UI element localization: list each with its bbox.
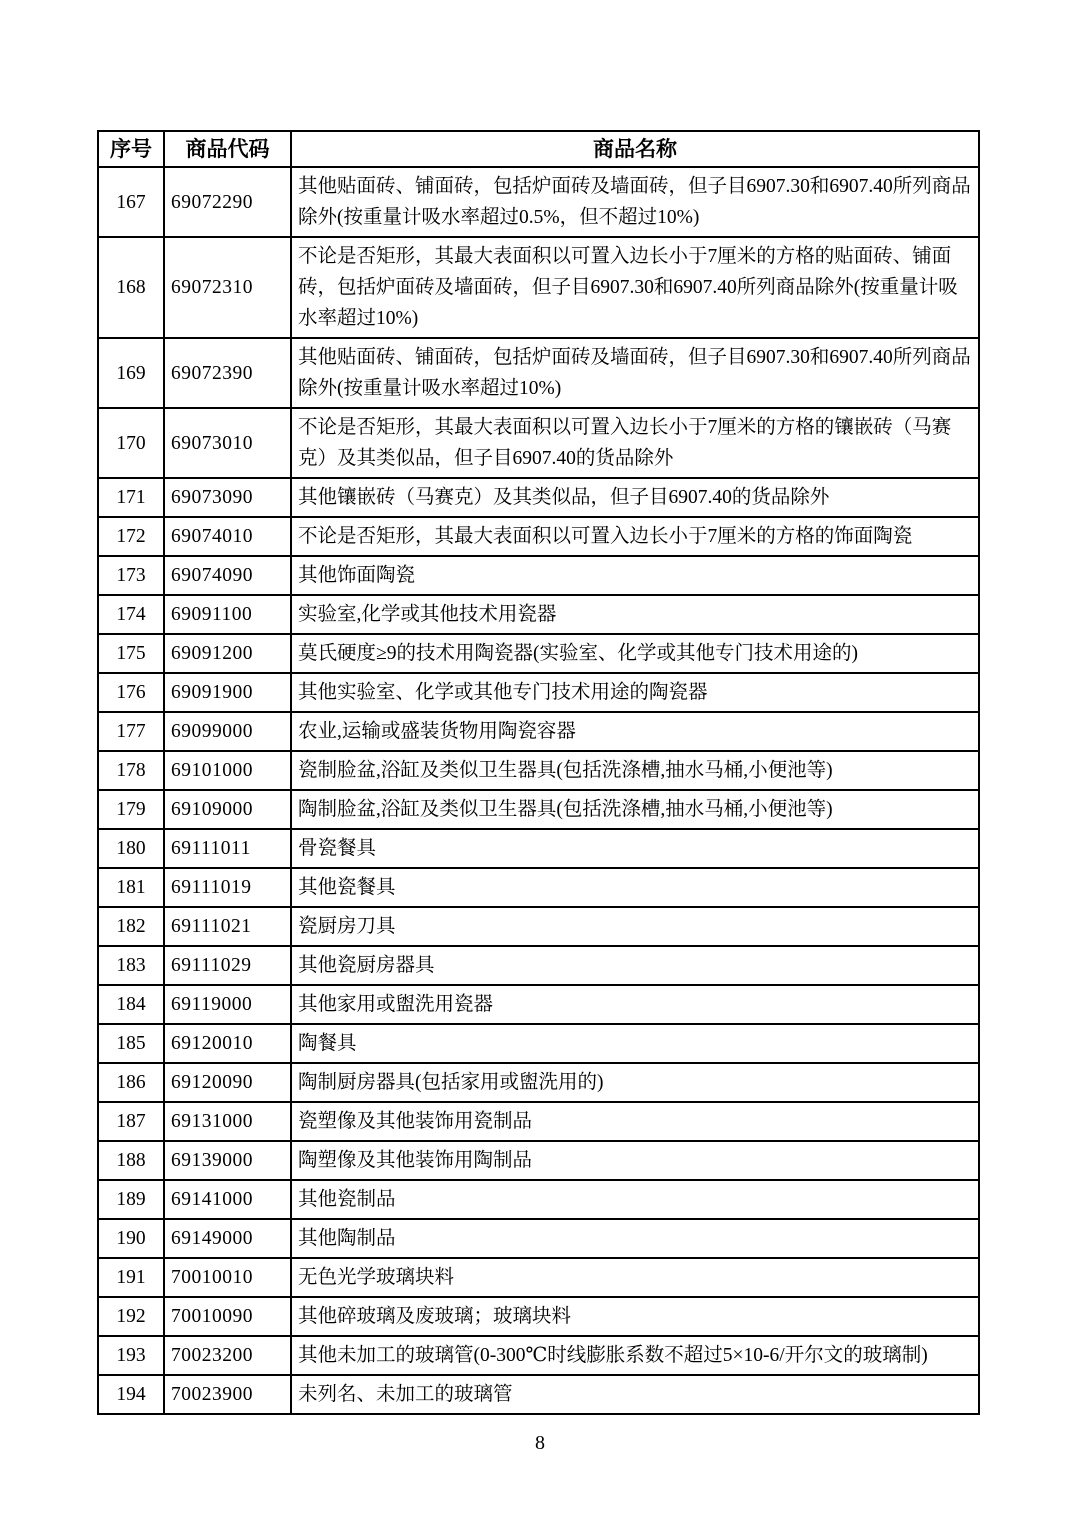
cell-seq: 191 <box>98 1258 164 1297</box>
table-body <box>98 167 979 1414</box>
cell-code: 69131000 <box>164 1102 291 1141</box>
table-row <box>98 237 979 338</box>
cell-code: 69072310 <box>164 237 291 338</box>
table-row <box>98 985 979 1024</box>
table-row <box>98 1336 979 1375</box>
column-header-code: 商品代码 <box>164 131 291 167</box>
table-row <box>98 1297 979 1336</box>
cell-seq: 178 <box>98 751 164 790</box>
table-header <box>98 131 979 167</box>
cell-seq: 185 <box>98 1024 164 1063</box>
cell-code: 69111029 <box>164 946 291 985</box>
cell-seq: 181 <box>98 868 164 907</box>
cell-code: 69073090 <box>164 478 291 517</box>
cell-name: 陶制厨房器具(包括家用或盥洗用的) <box>291 1063 979 1102</box>
table-row <box>98 1258 979 1297</box>
cell-name: 不论是否矩形，其最大表面积以可置入边长小于7厘米的方格的饰面陶瓷 <box>291 517 979 556</box>
cell-name: 其他镶嵌砖（马赛克）及其类似品，但子目6907.40的货品除外 <box>291 478 979 517</box>
cell-seq: 167 <box>98 167 164 237</box>
commodity-table <box>97 130 980 1415</box>
cell-code: 69101000 <box>164 751 291 790</box>
cell-name: 瓷厨房刀具 <box>291 907 979 946</box>
table-row <box>98 1180 979 1219</box>
table-row <box>98 338 979 408</box>
cell-seq: 187 <box>98 1102 164 1141</box>
table-row <box>98 907 979 946</box>
column-header-seq: 序号 <box>98 131 164 167</box>
cell-seq: 171 <box>98 478 164 517</box>
table-row <box>98 829 979 868</box>
cell-seq: 179 <box>98 790 164 829</box>
cell-seq: 194 <box>98 1375 164 1414</box>
cell-name: 莫氏硬度≥9的技术用陶瓷器(实验室、化学或其他专门技术用途的) <box>291 634 979 673</box>
table-row <box>98 1024 979 1063</box>
cell-name: 陶塑像及其他装饰用陶制品 <box>291 1141 979 1180</box>
cell-code: 69139000 <box>164 1141 291 1180</box>
table-row <box>98 595 979 634</box>
cell-code: 69074010 <box>164 517 291 556</box>
column-header-name: 商品名称 <box>291 131 979 167</box>
cell-seq: 177 <box>98 712 164 751</box>
cell-seq: 174 <box>98 595 164 634</box>
table-row <box>98 790 979 829</box>
cell-code: 69091900 <box>164 673 291 712</box>
cell-name: 无色光学玻璃块料 <box>291 1258 979 1297</box>
cell-name: 陶制脸盆,浴缸及类似卫生器具(包括洗涤槽,抽水马桶,小便池等) <box>291 790 979 829</box>
cell-name: 瓷制脸盆,浴缸及类似卫生器具(包括洗涤槽,抽水马桶,小便池等) <box>291 751 979 790</box>
cell-seq: 169 <box>98 338 164 408</box>
cell-seq: 175 <box>98 634 164 673</box>
cell-name: 其他陶制品 <box>291 1219 979 1258</box>
cell-name: 其他贴面砖、铺面砖，包括炉面砖及墙面砖，但子目6907.30和6907.40所列商品除外(按重量计吸水率超过0.5%，但不超过10%) <box>291 167 979 237</box>
cell-seq: 170 <box>98 408 164 478</box>
table-row <box>98 1102 979 1141</box>
cell-code: 69111011 <box>164 829 291 868</box>
cell-name: 实验室,化学或其他技术用瓷器 <box>291 595 979 634</box>
cell-name: 其他瓷厨房器具 <box>291 946 979 985</box>
table-row <box>98 408 979 478</box>
cell-code: 69111021 <box>164 907 291 946</box>
cell-name: 其他瓷餐具 <box>291 868 979 907</box>
cell-seq: 188 <box>98 1141 164 1180</box>
cell-code: 69141000 <box>164 1180 291 1219</box>
table-row <box>98 946 979 985</box>
cell-code: 69074090 <box>164 556 291 595</box>
cell-name: 其他饰面陶瓷 <box>291 556 979 595</box>
cell-code: 69120090 <box>164 1063 291 1102</box>
cell-seq: 186 <box>98 1063 164 1102</box>
table-row <box>98 167 979 237</box>
cell-code: 69120010 <box>164 1024 291 1063</box>
cell-code: 69119000 <box>164 985 291 1024</box>
cell-name: 未列名、未加工的玻璃管 <box>291 1375 979 1414</box>
cell-seq: 182 <box>98 907 164 946</box>
cell-seq: 190 <box>98 1219 164 1258</box>
cell-code: 69072390 <box>164 338 291 408</box>
table-row <box>98 478 979 517</box>
cell-code: 69072290 <box>164 167 291 237</box>
table-row <box>98 868 979 907</box>
cell-name: 农业,运输或盛装货物用陶瓷容器 <box>291 712 979 751</box>
cell-seq: 193 <box>98 1336 164 1375</box>
cell-code: 70010010 <box>164 1258 291 1297</box>
cell-seq: 168 <box>98 237 164 338</box>
cell-code: 69099000 <box>164 712 291 751</box>
cell-name: 骨瓷餐具 <box>291 829 979 868</box>
table-row <box>98 712 979 751</box>
table-row <box>98 1375 979 1414</box>
cell-seq: 192 <box>98 1297 164 1336</box>
cell-name: 其他未加工的玻璃管(0-300℃时线膨胀系数不超过5×10-6/开尔文的玻璃制) <box>291 1336 979 1375</box>
cell-code: 69091200 <box>164 634 291 673</box>
table-row <box>98 673 979 712</box>
table-row <box>98 556 979 595</box>
cell-name: 其他家用或盥洗用瓷器 <box>291 985 979 1024</box>
cell-code: 69111019 <box>164 868 291 907</box>
table-row <box>98 751 979 790</box>
cell-seq: 189 <box>98 1180 164 1219</box>
cell-code: 69149000 <box>164 1219 291 1258</box>
cell-code: 69109000 <box>164 790 291 829</box>
cell-code: 69073010 <box>164 408 291 478</box>
cell-name: 其他碎玻璃及废玻璃；玻璃块料 <box>291 1297 979 1336</box>
table-row <box>98 1141 979 1180</box>
cell-code: 70023200 <box>164 1336 291 1375</box>
cell-seq: 180 <box>98 829 164 868</box>
cell-seq: 183 <box>98 946 164 985</box>
table-row <box>98 517 979 556</box>
cell-name: 陶餐具 <box>291 1024 979 1063</box>
cell-code: 70023900 <box>164 1375 291 1414</box>
cell-name: 其他贴面砖、铺面砖，包括炉面砖及墙面砖，但子目6907.30和6907.40所列商品除外(按重量计吸水率超过10%) <box>291 338 979 408</box>
cell-code: 70010090 <box>164 1297 291 1336</box>
cell-name: 不论是否矩形，其最大表面积以可置入边长小于7厘米的方格的贴面砖、铺面砖，包括炉面砖及墙面砖，但子目6907.30和6907.40所列商品除外(按重量计吸水率超过10%) <box>291 237 979 338</box>
cell-name: 其他实验室、化学或其他专门技术用途的陶瓷器 <box>291 673 979 712</box>
table-row <box>98 1063 979 1102</box>
table-row <box>98 634 979 673</box>
cell-seq: 173 <box>98 556 164 595</box>
cell-name: 其他瓷制品 <box>291 1180 979 1219</box>
cell-code: 69091100 <box>164 595 291 634</box>
cell-seq: 184 <box>98 985 164 1024</box>
cell-name: 瓷塑像及其他装饰用瓷制品 <box>291 1102 979 1141</box>
cell-seq: 176 <box>98 673 164 712</box>
cell-seq: 172 <box>98 517 164 556</box>
table-header-row <box>98 131 979 167</box>
page-number: 8 <box>535 1432 545 1454</box>
table-row <box>98 1219 979 1258</box>
cell-name: 不论是否矩形，其最大表面积以可置入边长小于7厘米的方格的镶嵌砖（马赛克）及其类似品，但子目6907.40的货品除外 <box>291 408 979 478</box>
